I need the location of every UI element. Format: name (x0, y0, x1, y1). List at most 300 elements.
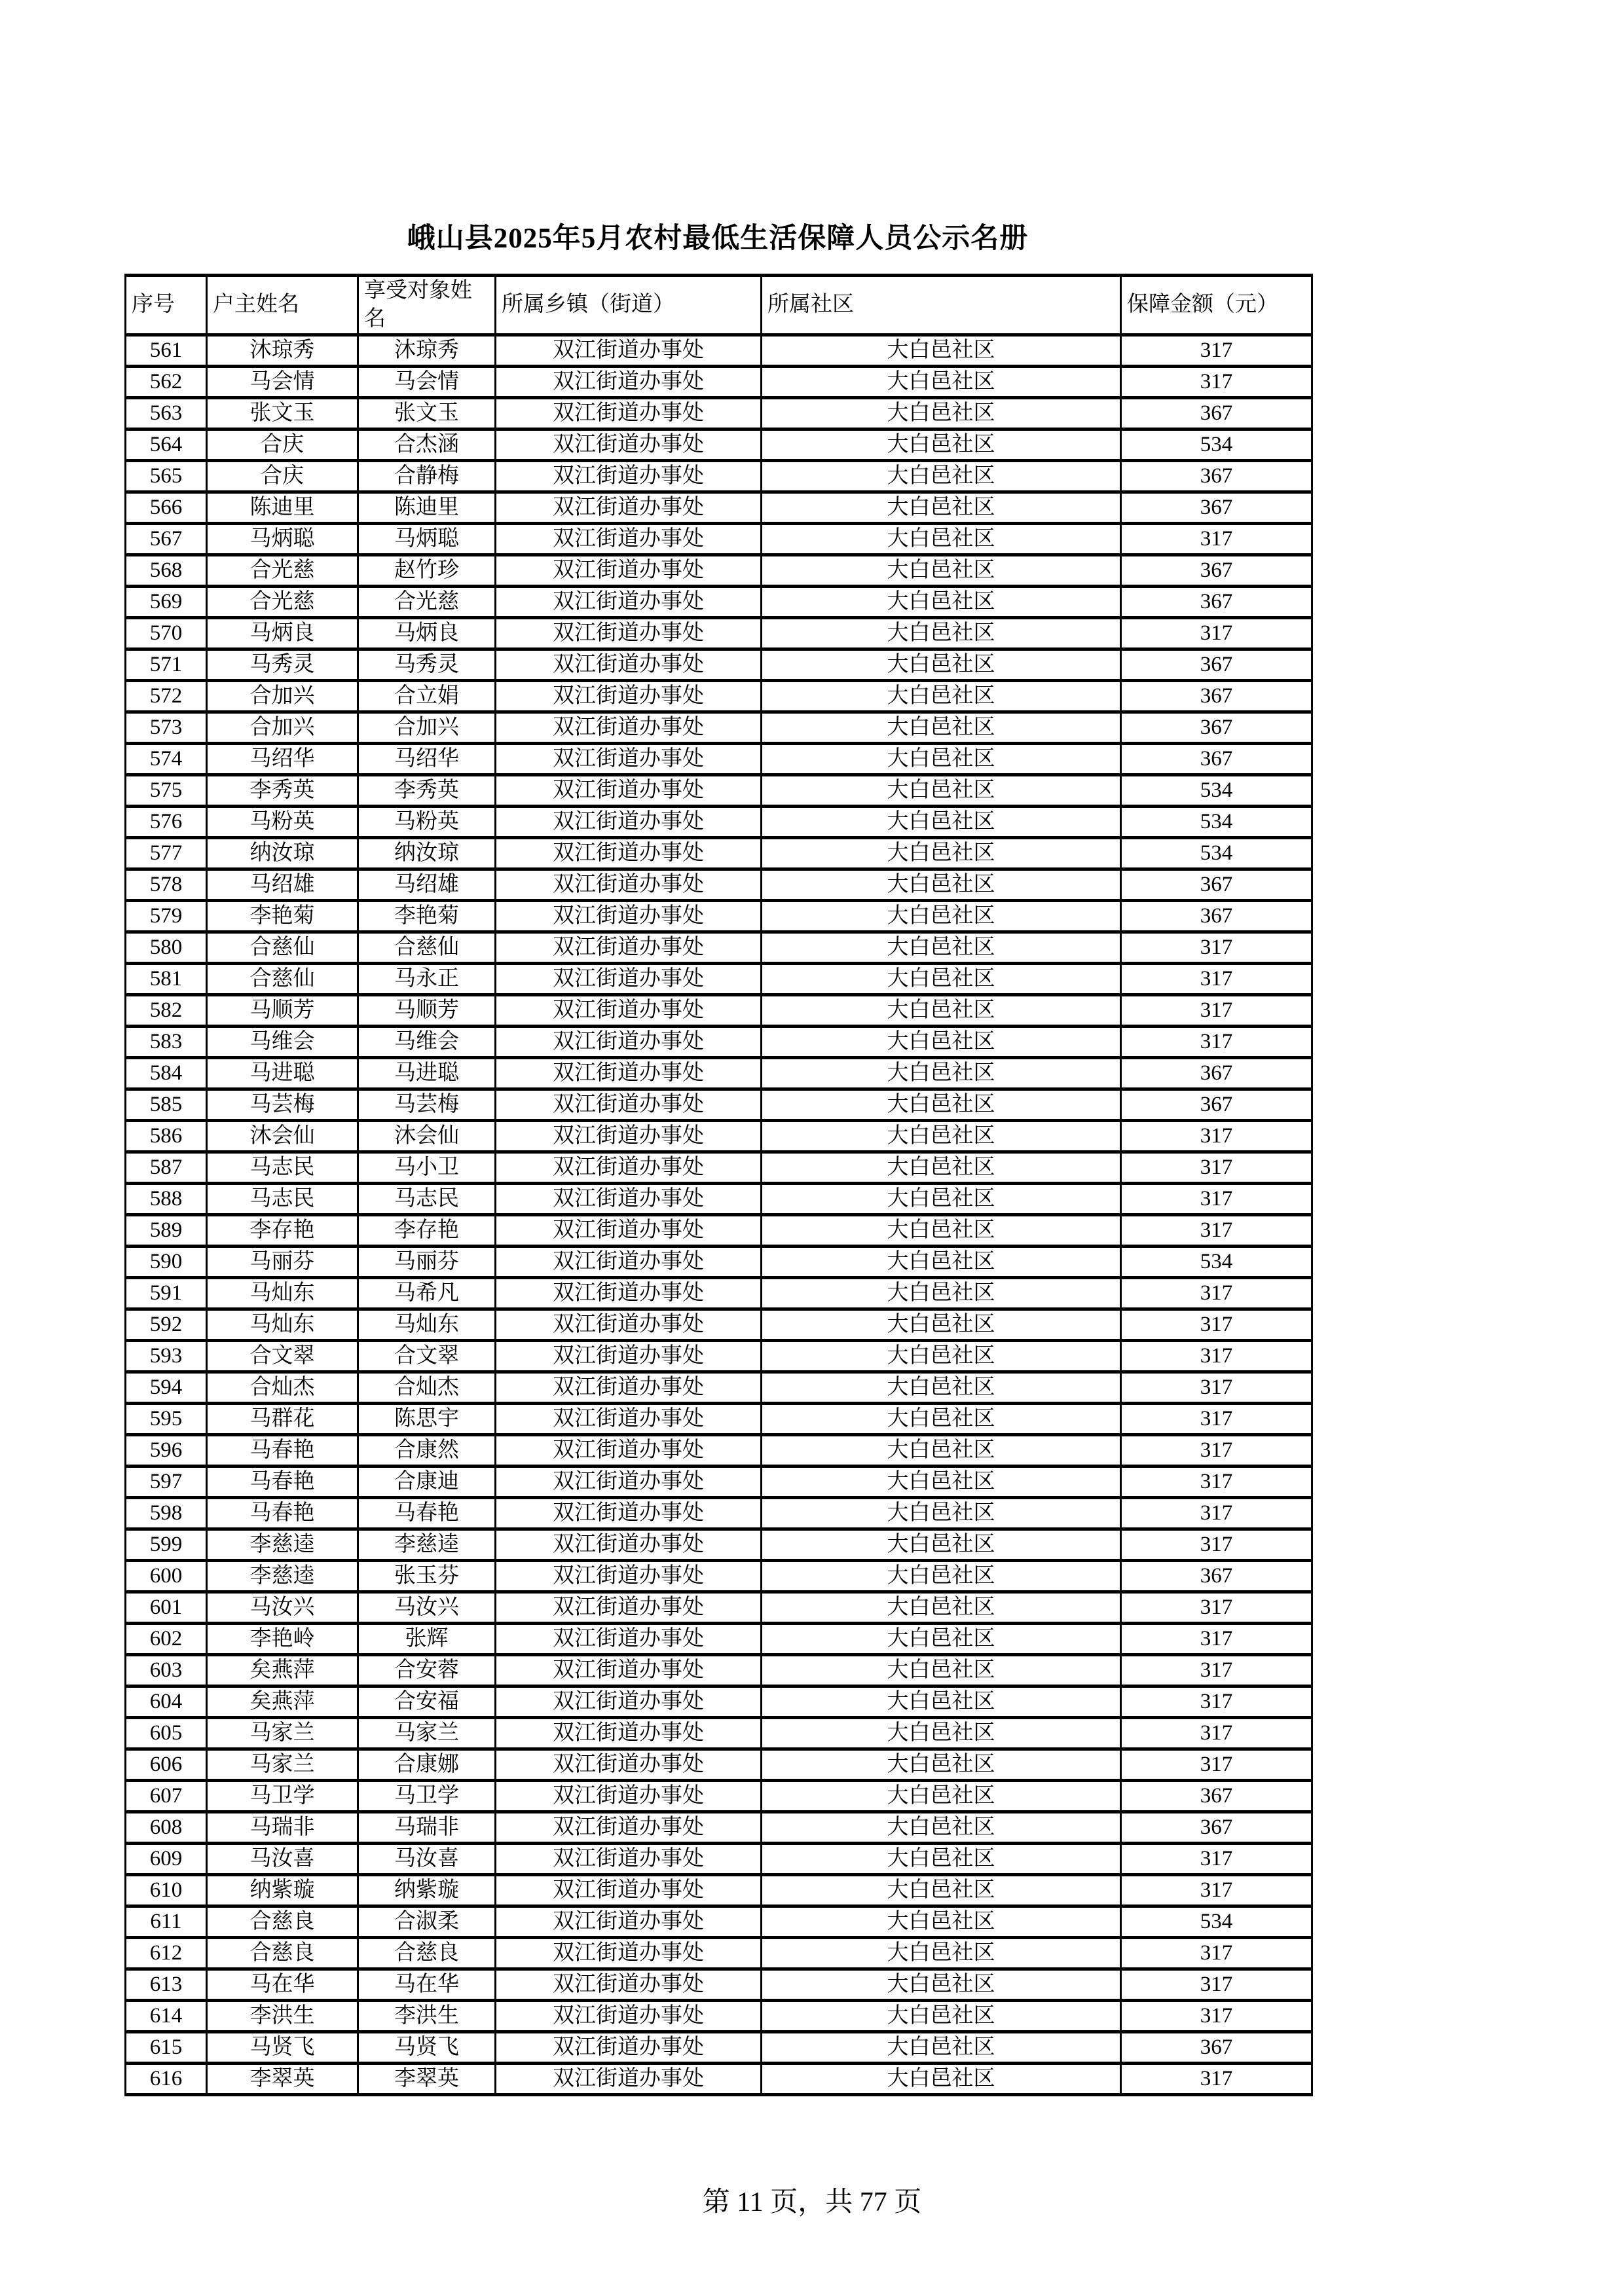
cell-township: 双江街道办事处 (496, 1717, 762, 1749)
cell-township: 双江街道办事处 (496, 680, 762, 712)
cell-household-name: 沐琼秀 (207, 335, 358, 366)
cell-community: 大白邑社区 (762, 837, 1121, 869)
cell-township: 双江街道办事处 (496, 900, 762, 932)
cell-seq: 576 (126, 806, 207, 837)
table-row (126, 523, 1312, 555)
cell-township: 双江街道办事处 (496, 460, 762, 492)
cell-seq: 597 (126, 1466, 207, 1497)
cell-community: 大白邑社区 (762, 743, 1121, 774)
table-row (126, 1183, 1312, 1214)
cell-amount: 317 (1121, 1937, 1312, 1969)
cell-township: 双江街道办事处 (496, 837, 762, 869)
cell-community: 大白邑社区 (762, 712, 1121, 743)
cell-seq: 563 (126, 397, 207, 429)
cell-amount: 367 (1121, 900, 1312, 932)
cell-amount: 367 (1121, 460, 1312, 492)
cell-township: 双江街道办事处 (496, 1057, 762, 1089)
table-body (126, 335, 1312, 2094)
cell-beneficiary-name: 马志民 (358, 1183, 496, 1214)
cell-seq: 584 (126, 1057, 207, 1089)
table-row (126, 335, 1312, 366)
cell-beneficiary-name: 马绍雄 (358, 869, 496, 900)
cell-household-name: 李艳岭 (207, 1623, 358, 1654)
cell-household-name: 纳汝琼 (207, 837, 358, 869)
cell-seq: 614 (126, 2000, 207, 2032)
table-row (126, 617, 1312, 649)
cell-household-name: 沐会仙 (207, 1120, 358, 1152)
cell-township: 双江街道办事处 (496, 806, 762, 837)
cell-household-name: 马瑞非 (207, 1812, 358, 1843)
cell-township: 双江街道办事处 (496, 523, 762, 555)
table-row (126, 1309, 1312, 1340)
cell-amount: 317 (1121, 932, 1312, 963)
cell-amount: 534 (1121, 1906, 1312, 1937)
cell-seq: 567 (126, 523, 207, 555)
cell-seq: 583 (126, 1026, 207, 1057)
cell-community: 大白邑社区 (762, 649, 1121, 680)
cell-community: 大白邑社区 (762, 335, 1121, 366)
cell-seq: 603 (126, 1654, 207, 1686)
cell-household-name: 马绍雄 (207, 869, 358, 900)
cell-amount: 317 (1121, 1874, 1312, 1906)
cell-amount: 534 (1121, 806, 1312, 837)
cell-seq: 601 (126, 1592, 207, 1623)
cell-seq: 562 (126, 366, 207, 397)
cell-amount: 317 (1121, 1717, 1312, 1749)
table-row (126, 1843, 1312, 1874)
cell-household-name: 马汝兴 (207, 1592, 358, 1623)
cell-beneficiary-name: 合文翠 (358, 1340, 496, 1372)
cell-community: 大白邑社区 (762, 2032, 1121, 2063)
cell-seq: 611 (126, 1906, 207, 1937)
cell-community: 大白邑社区 (762, 1592, 1121, 1623)
cell-seq: 575 (126, 774, 207, 806)
cell-township: 双江街道办事处 (496, 1214, 762, 1246)
cell-household-name: 马春艳 (207, 1497, 358, 1529)
header-cell-beneficiary-name: 享受对象姓名 (358, 276, 496, 335)
cell-household-name: 马志民 (207, 1152, 358, 1183)
cell-amount: 317 (1121, 523, 1312, 555)
cell-amount: 317 (1121, 1120, 1312, 1152)
cell-household-name: 合慈良 (207, 1906, 358, 1937)
cell-seq: 580 (126, 932, 207, 963)
cell-community: 大白邑社区 (762, 1937, 1121, 1969)
table-row (126, 932, 1312, 963)
cell-seq: 577 (126, 837, 207, 869)
table-row (126, 743, 1312, 774)
cell-beneficiary-name: 马春艳 (358, 1497, 496, 1529)
cell-household-name: 合加兴 (207, 680, 358, 712)
cell-amount: 317 (1121, 1686, 1312, 1717)
cell-amount: 317 (1121, 1529, 1312, 1560)
header-row (126, 276, 1312, 335)
table-row (126, 492, 1312, 523)
header-cell-household-name: 户主姓名 (207, 276, 358, 335)
cell-household-name: 马绍华 (207, 743, 358, 774)
cell-seq: 587 (126, 1152, 207, 1183)
table-row (126, 2032, 1312, 2063)
cell-seq: 602 (126, 1623, 207, 1654)
cell-seq: 600 (126, 1560, 207, 1592)
cell-township: 双江街道办事处 (496, 1089, 762, 1120)
cell-amount: 317 (1121, 2063, 1312, 2094)
cell-community: 大白邑社区 (762, 1529, 1121, 1560)
table-row (126, 994, 1312, 1026)
cell-beneficiary-name: 马维会 (358, 1026, 496, 1057)
cell-community: 大白邑社区 (762, 1246, 1121, 1277)
table-row (126, 429, 1312, 460)
table-row (126, 1152, 1312, 1183)
cell-community: 大白邑社区 (762, 1623, 1121, 1654)
cell-seq: 589 (126, 1214, 207, 1246)
cell-beneficiary-name: 李洪生 (358, 2000, 496, 2032)
cell-community: 大白邑社区 (762, 429, 1121, 460)
cell-amount: 317 (1121, 1843, 1312, 1874)
cell-household-name: 李艳菊 (207, 900, 358, 932)
page-title: 峨山县2025年5月农村最低生活保障人员公示名册 (407, 223, 1029, 254)
table-row (126, 1214, 1312, 1246)
cell-household-name: 马汝喜 (207, 1843, 358, 1874)
table-row (126, 1969, 1312, 2000)
cell-household-name: 马贤飞 (207, 2032, 358, 2063)
table-row (126, 460, 1312, 492)
cell-township: 双江街道办事处 (496, 2063, 762, 2094)
table-row (126, 1749, 1312, 1780)
table-header (126, 276, 1312, 335)
cell-amount: 317 (1121, 1623, 1312, 1654)
cell-seq: 590 (126, 1246, 207, 1277)
cell-community: 大白邑社区 (762, 963, 1121, 994)
cell-township: 双江街道办事处 (496, 492, 762, 523)
cell-township: 双江街道办事处 (496, 1592, 762, 1623)
table-row (126, 1592, 1312, 1623)
cell-community: 大白邑社区 (762, 1214, 1121, 1246)
cell-household-name: 马粉英 (207, 806, 358, 837)
cell-beneficiary-name: 李慈逵 (358, 1529, 496, 1560)
cell-seq: 616 (126, 2063, 207, 2094)
cell-community: 大白邑社区 (762, 869, 1121, 900)
cell-beneficiary-name: 合杰涵 (358, 429, 496, 460)
cell-seq: 599 (126, 1529, 207, 1560)
cell-community: 大白邑社区 (762, 1277, 1121, 1309)
cell-amount: 367 (1121, 869, 1312, 900)
cell-community: 大白邑社区 (762, 1906, 1121, 1937)
cell-township: 双江街道办事处 (496, 1403, 762, 1434)
cell-seq: 571 (126, 649, 207, 680)
table-row (126, 1497, 1312, 1529)
cell-community: 大白邑社区 (762, 1089, 1121, 1120)
cell-township: 双江街道办事处 (496, 1277, 762, 1309)
cell-community: 大白邑社区 (762, 1812, 1121, 1843)
cell-township: 双江街道办事处 (496, 1246, 762, 1277)
cell-beneficiary-name: 马家兰 (358, 1717, 496, 1749)
cell-amount: 367 (1121, 586, 1312, 617)
cell-household-name: 李洪生 (207, 2000, 358, 2032)
cell-seq: 561 (126, 335, 207, 366)
cell-household-name: 合慈良 (207, 1937, 358, 1969)
cell-beneficiary-name: 纳紫璇 (358, 1874, 496, 1906)
cell-township: 双江街道办事处 (496, 1183, 762, 1214)
cell-household-name: 张文玉 (207, 397, 358, 429)
cell-beneficiary-name: 合安福 (358, 1686, 496, 1717)
cell-amount: 317 (1121, 1497, 1312, 1529)
cell-community: 大白邑社区 (762, 1309, 1121, 1340)
cell-township: 双江街道办事处 (496, 1434, 762, 1466)
cell-seq: 593 (126, 1340, 207, 1372)
cell-amount: 367 (1121, 712, 1312, 743)
cell-amount: 367 (1121, 397, 1312, 429)
cell-community: 大白邑社区 (762, 1874, 1121, 1906)
cell-amount: 317 (1121, 1152, 1312, 1183)
table-row (126, 1560, 1312, 1592)
cell-amount: 317 (1121, 1340, 1312, 1372)
cell-household-name: 马灿东 (207, 1277, 358, 1309)
cell-township: 双江街道办事处 (496, 743, 762, 774)
cell-beneficiary-name: 马秀灵 (358, 649, 496, 680)
cell-amount: 367 (1121, 743, 1312, 774)
cell-beneficiary-name: 合康迪 (358, 1466, 496, 1497)
cell-household-name: 李慈逵 (207, 1560, 358, 1592)
cell-seq: 594 (126, 1372, 207, 1403)
cell-township: 双江街道办事处 (496, 1623, 762, 1654)
cell-household-name: 马春艳 (207, 1434, 358, 1466)
cell-seq: 612 (126, 1937, 207, 1969)
cell-township: 双江街道办事处 (496, 1120, 762, 1152)
cell-amount: 367 (1121, 555, 1312, 586)
cell-township: 双江街道办事处 (496, 1812, 762, 1843)
cell-household-name: 李存艳 (207, 1214, 358, 1246)
cell-beneficiary-name: 马在华 (358, 1969, 496, 2000)
cell-seq: 574 (126, 743, 207, 774)
table-row (126, 1434, 1312, 1466)
cell-township: 双江街道办事处 (496, 1843, 762, 1874)
cell-seq: 595 (126, 1403, 207, 1434)
cell-household-name: 马秀灵 (207, 649, 358, 680)
cell-beneficiary-name: 马丽芬 (358, 1246, 496, 1277)
cell-seq: 588 (126, 1183, 207, 1214)
cell-beneficiary-name: 马汝喜 (358, 1843, 496, 1874)
cell-beneficiary-name: 合康然 (358, 1434, 496, 1466)
cell-beneficiary-name: 陈迪里 (358, 492, 496, 523)
cell-community: 大白邑社区 (762, 994, 1121, 1026)
cell-amount: 534 (1121, 1246, 1312, 1277)
table-row (126, 2000, 1312, 2032)
cell-township: 双江街道办事处 (496, 712, 762, 743)
cell-household-name: 合灿杰 (207, 1372, 358, 1403)
cell-township: 双江街道办事处 (496, 1026, 762, 1057)
cell-amount: 317 (1121, 335, 1312, 366)
cell-township: 双江街道办事处 (496, 429, 762, 460)
cell-amount: 317 (1121, 994, 1312, 1026)
cell-beneficiary-name: 合安蓉 (358, 1654, 496, 1686)
cell-community: 大白邑社区 (762, 1717, 1121, 1749)
cell-household-name: 马芸梅 (207, 1089, 358, 1120)
cell-seq: 564 (126, 429, 207, 460)
cell-beneficiary-name: 马瑞非 (358, 1812, 496, 1843)
cell-seq: 586 (126, 1120, 207, 1152)
table-row (126, 1874, 1312, 1906)
header-cell-amount: 保障金额（元） (1121, 276, 1312, 335)
cell-household-name: 马在华 (207, 1969, 358, 2000)
cell-household-name: 合光慈 (207, 555, 358, 586)
cell-seq: 605 (126, 1717, 207, 1749)
cell-township: 双江街道办事处 (496, 1560, 762, 1592)
cell-community: 大白邑社区 (762, 1969, 1121, 2000)
cell-amount: 534 (1121, 429, 1312, 460)
table-row (126, 837, 1312, 869)
cell-beneficiary-name: 合加兴 (358, 712, 496, 743)
cell-seq: 566 (126, 492, 207, 523)
cell-amount: 367 (1121, 1089, 1312, 1120)
cell-seq: 579 (126, 900, 207, 932)
cell-seq: 568 (126, 555, 207, 586)
cell-household-name: 合文翠 (207, 1340, 358, 1372)
cell-beneficiary-name: 沐琼秀 (358, 335, 496, 366)
cell-township: 双江街道办事处 (496, 1152, 762, 1183)
cell-household-name: 纳紫璇 (207, 1874, 358, 1906)
cell-seq: 613 (126, 1969, 207, 2000)
cell-beneficiary-name: 李翠英 (358, 2063, 496, 2094)
cell-household-name: 马家兰 (207, 1717, 358, 1749)
cell-beneficiary-name: 马芸梅 (358, 1089, 496, 1120)
cell-household-name: 马志民 (207, 1183, 358, 1214)
cell-community: 大白邑社区 (762, 1560, 1121, 1592)
cell-household-name: 马春艳 (207, 1466, 358, 1497)
cell-seq: 598 (126, 1497, 207, 1529)
cell-township: 双江街道办事处 (496, 397, 762, 429)
cell-township: 双江街道办事处 (496, 1969, 762, 2000)
table-row (126, 869, 1312, 900)
header-cell-seq: 序号 (126, 276, 207, 335)
table-row (126, 1780, 1312, 1812)
cell-seq: 572 (126, 680, 207, 712)
table-row (126, 1466, 1312, 1497)
cell-community: 大白邑社区 (762, 1152, 1121, 1183)
cell-seq: 565 (126, 460, 207, 492)
cell-household-name: 马炳良 (207, 617, 358, 649)
cell-beneficiary-name: 马顺芳 (358, 994, 496, 1026)
cell-beneficiary-name: 合光慈 (358, 586, 496, 617)
table-row (126, 1529, 1312, 1560)
cell-household-name: 马顺芳 (207, 994, 358, 1026)
cell-seq: 596 (126, 1434, 207, 1466)
cell-seq: 607 (126, 1780, 207, 1812)
cell-beneficiary-name: 张文玉 (358, 397, 496, 429)
cell-household-name: 马炳聪 (207, 523, 358, 555)
cell-beneficiary-name: 马绍华 (358, 743, 496, 774)
cell-household-name: 马卫学 (207, 1780, 358, 1812)
cell-amount: 317 (1121, 2000, 1312, 2032)
cell-beneficiary-name: 张玉芬 (358, 1560, 496, 1592)
roster-table (124, 274, 1313, 2096)
table-row (126, 1937, 1312, 1969)
cell-amount: 317 (1121, 1214, 1312, 1246)
cell-beneficiary-name: 马炳聪 (358, 523, 496, 555)
cell-township: 双江街道办事处 (496, 335, 762, 366)
cell-amount: 317 (1121, 1434, 1312, 1466)
cell-amount: 317 (1121, 1466, 1312, 1497)
cell-amount: 367 (1121, 1057, 1312, 1089)
cell-community: 大白邑社区 (762, 900, 1121, 932)
cell-beneficiary-name: 马希凡 (358, 1277, 496, 1309)
cell-township: 双江街道办事处 (496, 1937, 762, 1969)
page-footer: 第 11 页，共 77 页 (702, 2187, 922, 2217)
cell-household-name: 马灿东 (207, 1309, 358, 1340)
cell-seq: 585 (126, 1089, 207, 1120)
cell-beneficiary-name: 合淑柔 (358, 1906, 496, 1937)
cell-community: 大白邑社区 (762, 460, 1121, 492)
cell-community: 大白邑社区 (762, 1372, 1121, 1403)
cell-beneficiary-name: 马永正 (358, 963, 496, 994)
cell-township: 双江街道办事处 (496, 617, 762, 649)
cell-seq: 610 (126, 1874, 207, 1906)
cell-household-name: 李秀英 (207, 774, 358, 806)
table-row (126, 1717, 1312, 1749)
cell-community: 大白邑社区 (762, 1340, 1121, 1372)
cell-beneficiary-name: 合慈仙 (358, 932, 496, 963)
cell-household-name: 陈迪里 (207, 492, 358, 523)
cell-seq: 608 (126, 1812, 207, 1843)
cell-community: 大白邑社区 (762, 2063, 1121, 2094)
cell-household-name: 马进聪 (207, 1057, 358, 1089)
cell-community: 大白邑社区 (762, 1057, 1121, 1089)
cell-community: 大白邑社区 (762, 397, 1121, 429)
cell-community: 大白邑社区 (762, 1654, 1121, 1686)
cell-seq: 573 (126, 712, 207, 743)
cell-beneficiary-name: 合慈良 (358, 1937, 496, 1969)
table-row (126, 712, 1312, 743)
cell-amount: 367 (1121, 1560, 1312, 1592)
cell-beneficiary-name: 陈思宇 (358, 1403, 496, 1434)
cell-amount: 317 (1121, 1654, 1312, 1686)
table-row (126, 555, 1312, 586)
cell-seq: 570 (126, 617, 207, 649)
cell-household-name: 马会情 (207, 366, 358, 397)
cell-household-name: 马维会 (207, 1026, 358, 1057)
cell-community: 大白邑社区 (762, 1434, 1121, 1466)
cell-beneficiary-name: 马汝兴 (358, 1592, 496, 1623)
cell-community: 大白邑社区 (762, 680, 1121, 712)
cell-seq: 606 (126, 1749, 207, 1780)
cell-seq: 578 (126, 869, 207, 900)
table-row (126, 1089, 1312, 1120)
table-row (126, 1057, 1312, 1089)
cell-community: 大白邑社区 (762, 1466, 1121, 1497)
cell-beneficiary-name: 纳汝琼 (358, 837, 496, 869)
cell-township: 双江街道办事处 (496, 1497, 762, 1529)
cell-amount: 367 (1121, 492, 1312, 523)
cell-township: 双江街道办事处 (496, 1906, 762, 1937)
cell-township: 双江街道办事处 (496, 1309, 762, 1340)
cell-amount: 317 (1121, 1592, 1312, 1623)
table-row (126, 649, 1312, 680)
cell-beneficiary-name: 张辉 (358, 1623, 496, 1654)
cell-beneficiary-name: 李存艳 (358, 1214, 496, 1246)
table-row (126, 1654, 1312, 1686)
cell-township: 双江街道办事处 (496, 994, 762, 1026)
cell-beneficiary-name: 合静梅 (358, 460, 496, 492)
table-row (126, 1906, 1312, 1937)
cell-amount: 317 (1121, 366, 1312, 397)
cell-beneficiary-name: 马炳良 (358, 617, 496, 649)
cell-household-name: 合慈仙 (207, 932, 358, 963)
cell-township: 双江街道办事处 (496, 1654, 762, 1686)
header-cell-community: 所属社区 (762, 276, 1121, 335)
cell-township: 双江街道办事处 (496, 1340, 762, 1372)
cell-amount: 317 (1121, 1969, 1312, 2000)
cell-amount: 317 (1121, 1183, 1312, 1214)
table-row (126, 1277, 1312, 1309)
